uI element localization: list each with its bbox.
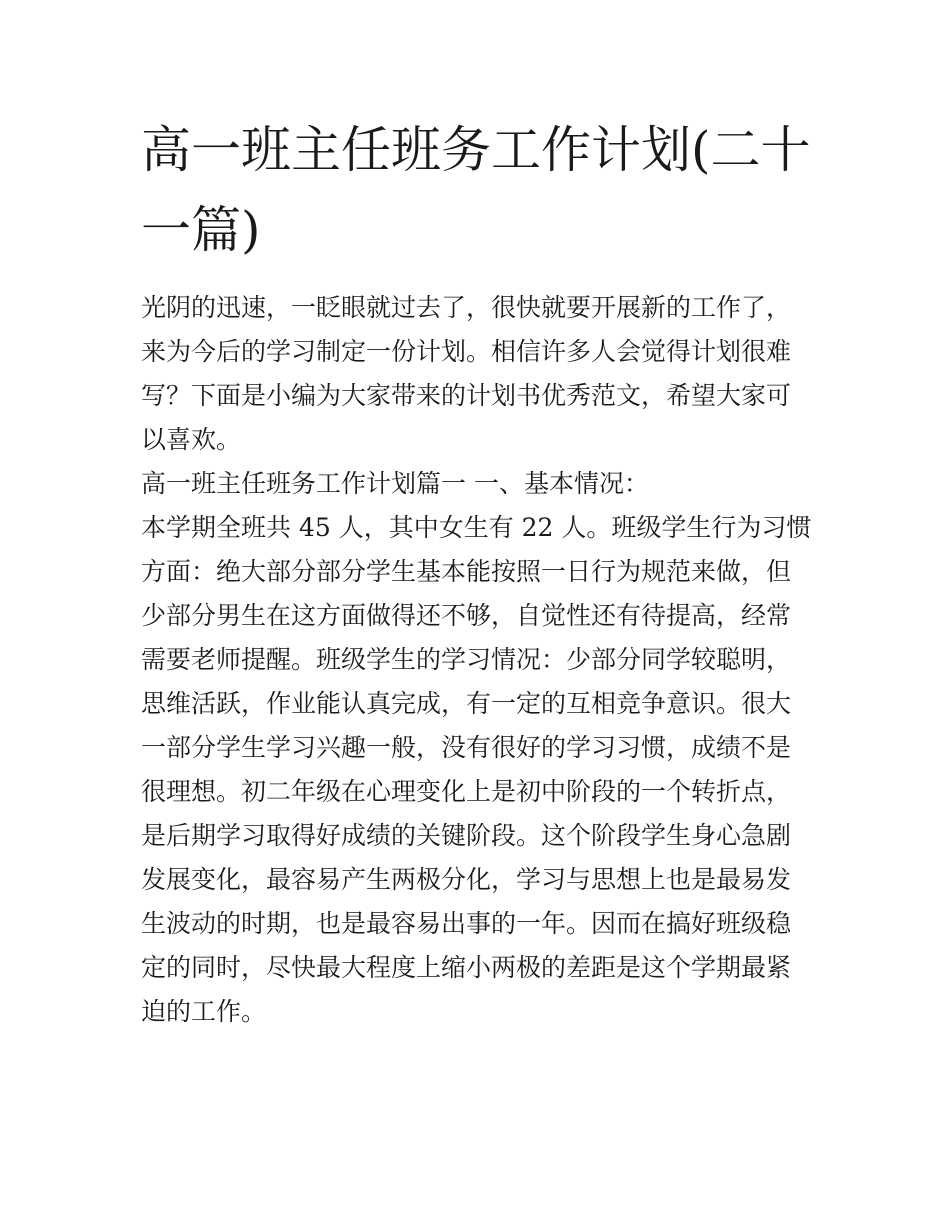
document-content	[141, 110, 813, 1034]
section-body-paragraph: 本学期全班共 45 人，其中女生有 22 人。班级学生行为习惯方面：绝大部分部分学生基本能按照一日行为规范来做，但少部分男生在这方面做得还不够，自觉性还有待提高，经常需要老师提醒。班级学生的学习情况：少部分同学较聪明，思维活跃，作业能认真完成，有一定的互相竞争意识。很大一部分学生学习兴趣一般，没有很好的学习习惯，成绩不是很理想。初二年级在心理变化上是初中阶段的一个转折点，是后期学习取得好成绩的关键阶段。这个阶段学生身心急剧发展变化，最容易产生两极分化，学习与思想上也是最易发生波动的时期，也是最容易出事的一年。因而在搞好班级稳定的同时，尽快最大程度上缩小两极的差距是这个学期最紧迫的工作。	[141, 513, 812, 1026]
section-heading: 高一班主任班务工作计划篇一 一、基本情况：	[141, 469, 649, 498]
document-title: 高一班主任班务工作计划(二十一篇)	[141, 121, 811, 259]
intro-paragraph: 光阴的迅速，一眨眼就过去了，很快就要开展新的工作了，来为今后的学习制定一份计划。相信许多人会觉得计划很难写？下面是小编为大家带来的计划书优秀范文，希望大家可以喜欢。	[141, 293, 792, 454]
